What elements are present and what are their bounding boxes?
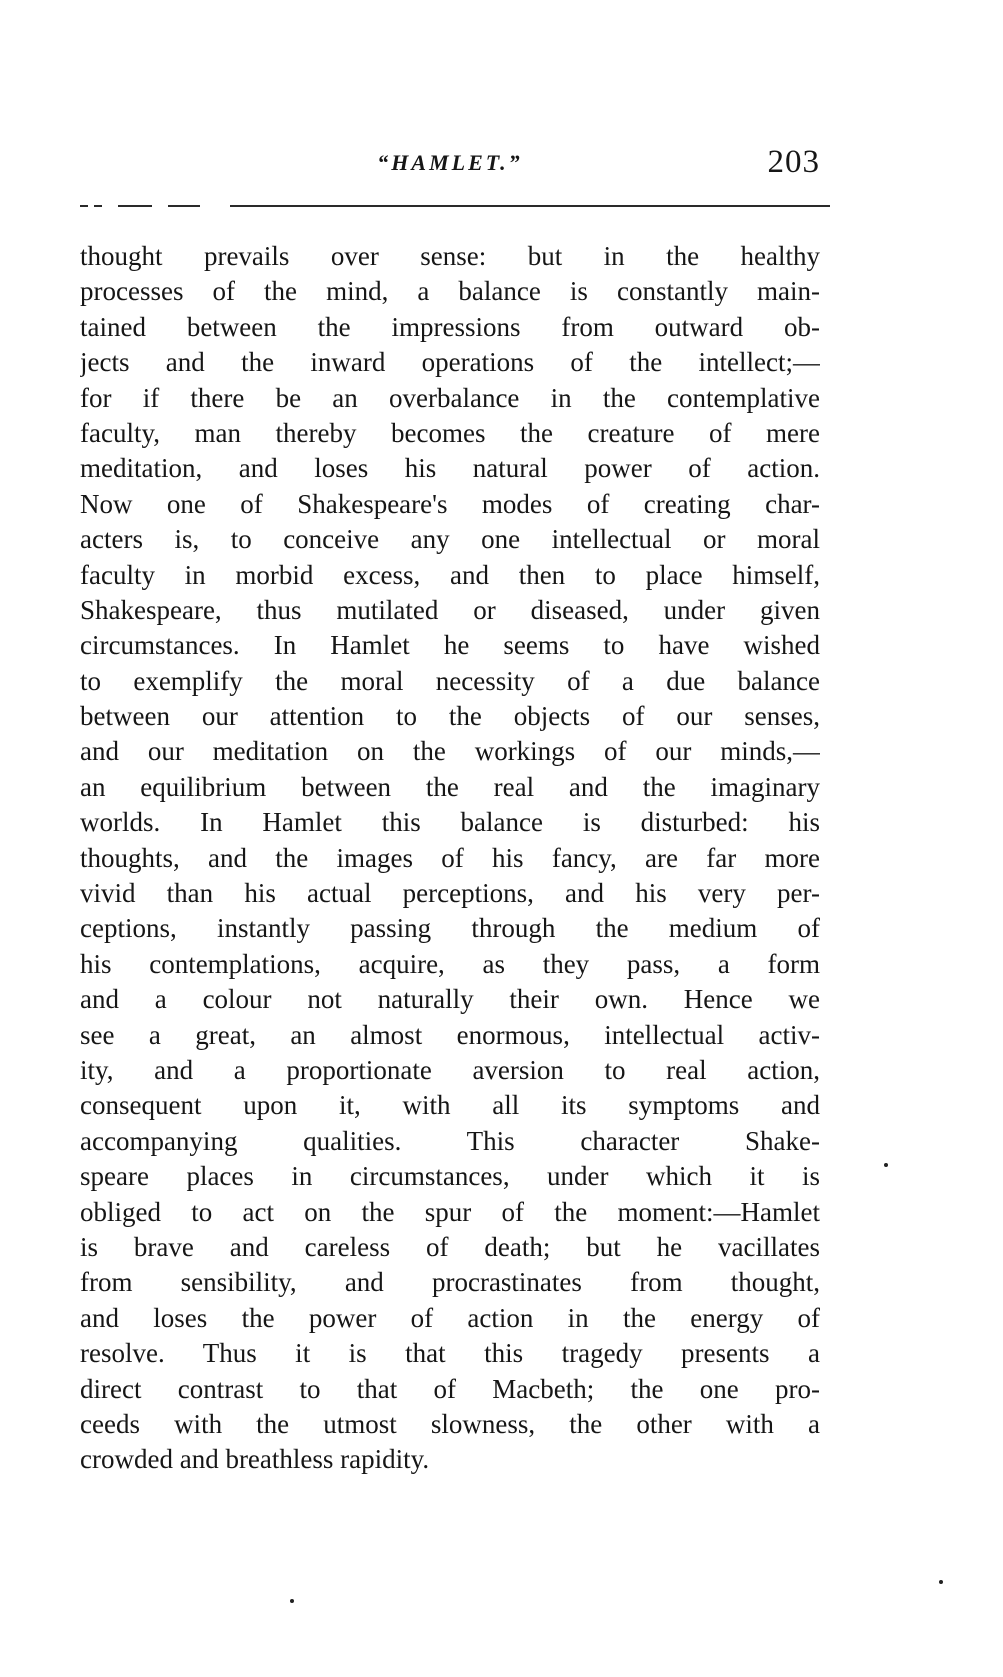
running-title: “HAMLET.” xyxy=(377,150,523,175)
text-line: from sensibility, and procrastinates from thought, xyxy=(80,1267,820,1298)
header-rule xyxy=(80,205,820,209)
text-line: thoughts, and the images of his fancy, are far more xyxy=(80,842,820,873)
text-line: his contemplations, acquire, as they pass, a form xyxy=(80,948,820,979)
text-line: Shakespeare, thus mutilated or diseased, under given xyxy=(80,594,820,625)
text-line: accompanying qualities. This character Shake- xyxy=(80,1125,820,1156)
text-line: resolve. Thus it is that this tragedy presents a xyxy=(80,1338,820,1369)
text-line: an equilibrium between the real and the imaginary xyxy=(80,771,820,802)
text-line: consequent upon it, with all its symptoms and xyxy=(80,1090,820,1121)
print-speck xyxy=(939,1580,943,1584)
text-line: ceeds with the utmost slowness, the other with a xyxy=(80,1408,820,1439)
text-line: meditation, and loses his natural power of action. xyxy=(80,453,820,484)
text-line: speare places in circumstances, under which it is xyxy=(80,1161,820,1192)
text-line: and our meditation on the workings of our minds,— xyxy=(80,736,820,767)
text-line: ity, and a proportionate aversion to real action, xyxy=(80,1054,820,1085)
text-line: for if there be an overbalance in the contemplative xyxy=(80,382,820,413)
text-line: and loses the power of action in the energy of xyxy=(80,1302,820,1333)
text-line: Now one of Shakespeare's modes of creating char- xyxy=(80,488,820,519)
text-line: to exemplify the moral necessity of a due balance xyxy=(80,665,820,696)
body-text xyxy=(80,239,820,1478)
text-line: worlds. In Hamlet this balance is disturbed: his xyxy=(80,807,820,838)
text-line: and a colour not naturally their own. Hence we xyxy=(80,984,820,1015)
page-number: 203 xyxy=(767,144,820,180)
text-line: obliged to act on the spur of the moment:—Hamlet xyxy=(80,1196,820,1227)
text-line: between our attention to the objects of our senses, xyxy=(80,701,820,732)
text-line: faculty in morbid excess, and then to place himself, xyxy=(80,559,820,590)
print-speck xyxy=(290,1599,294,1603)
text-line: processes of the mind, a balance is constantly main- xyxy=(80,276,820,307)
text-line: direct contrast to that of Macbeth; the one pro- xyxy=(80,1373,820,1404)
text-line: see a great, an almost enormous, intellectual activ- xyxy=(80,1019,820,1050)
text-line: circumstances. In Hamlet he seems to have wished xyxy=(80,630,820,661)
text-line: jects and the inward operations of the intellect;— xyxy=(80,347,820,378)
text-line: tained between the impressions from outward ob- xyxy=(80,311,820,342)
text-line: faculty, man thereby becomes the creature of mere xyxy=(80,417,820,448)
page-header xyxy=(80,144,820,188)
text-line: crowded and breathless rapidity. xyxy=(80,1444,430,1475)
print-speck xyxy=(884,1163,888,1167)
text-line: ceptions, instantly passing through the medium of xyxy=(80,913,820,944)
text-line: thought prevails over sense: but in the healthy xyxy=(80,241,820,271)
text-line: acters is, to conceive any one intellectual or moral xyxy=(80,524,820,555)
text-line: vivid than his actual perceptions, and his very per- xyxy=(80,878,820,909)
text-line: is brave and careless of death; but he vacillates xyxy=(80,1231,820,1262)
